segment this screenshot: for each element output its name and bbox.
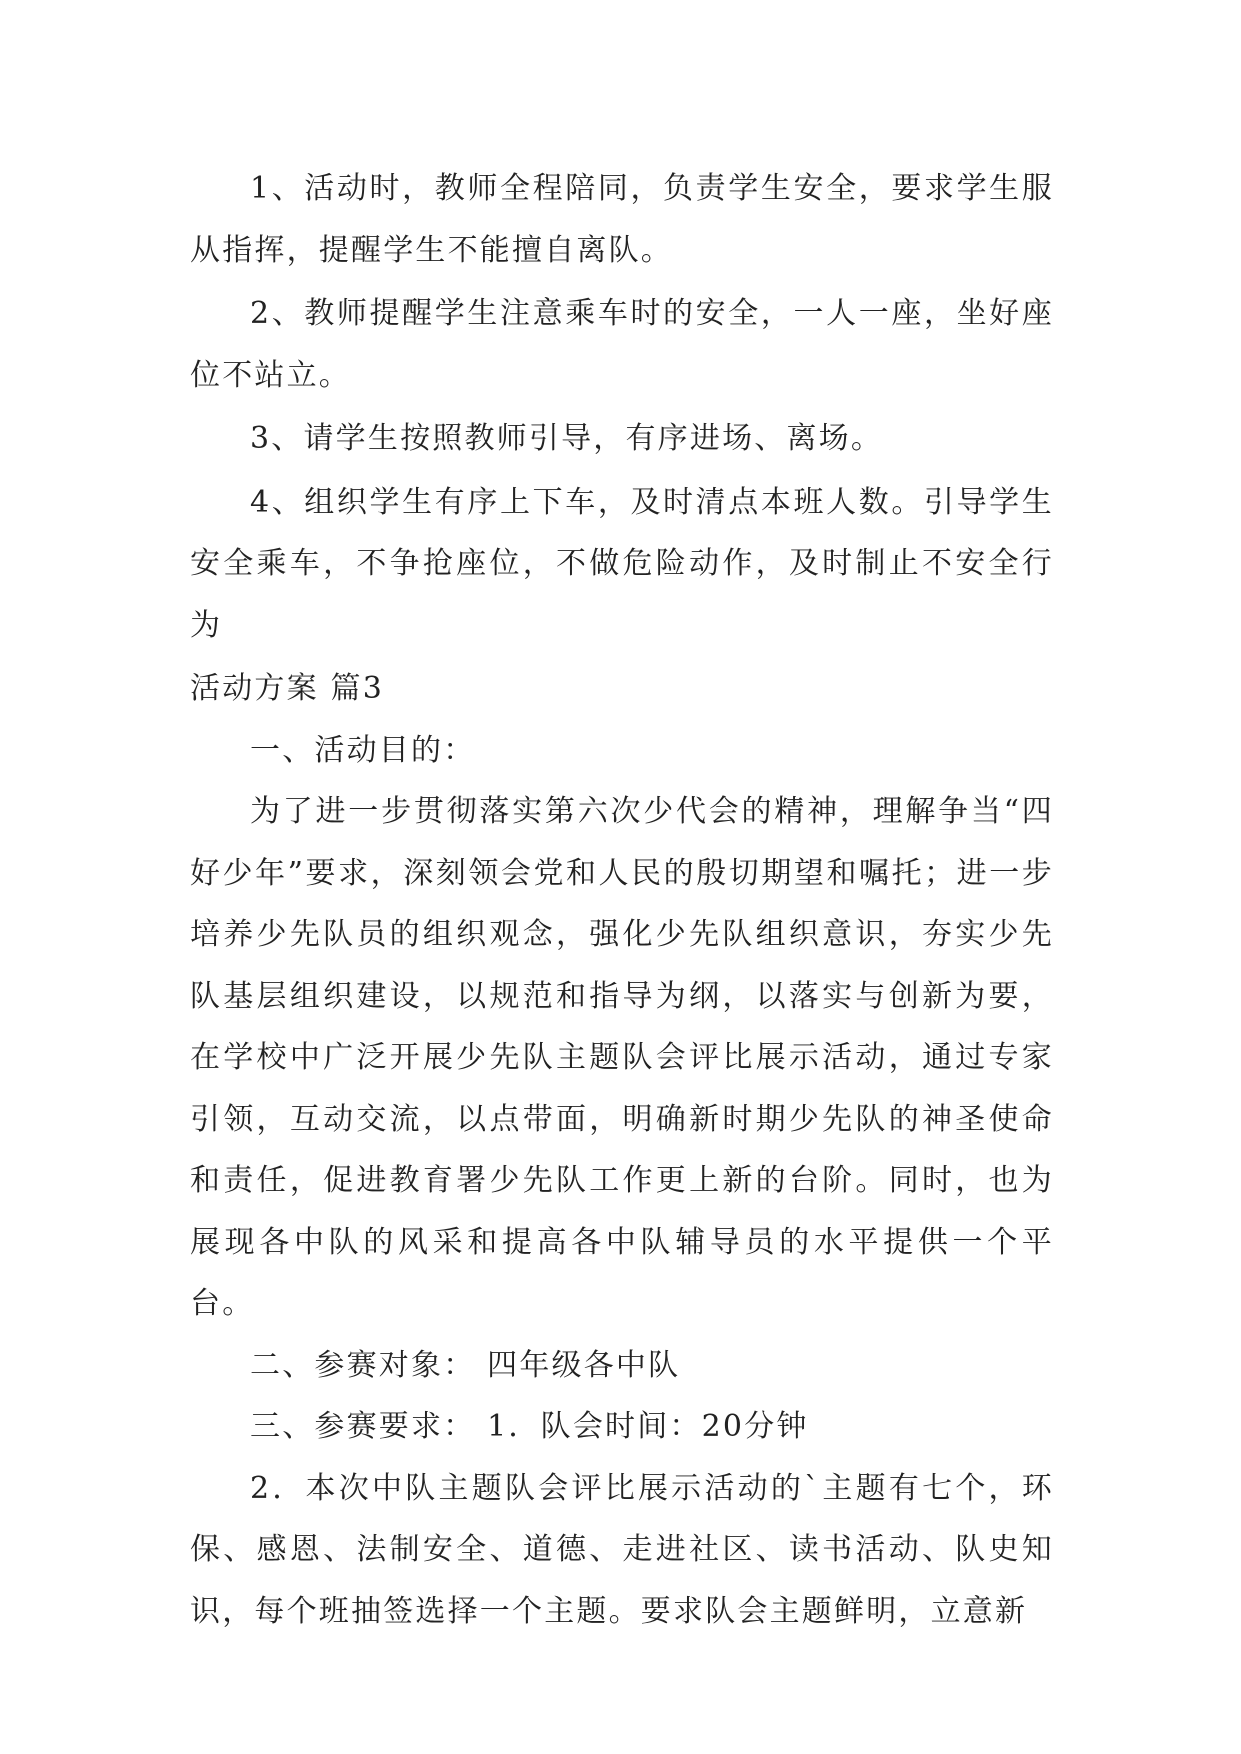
safety-item-4: 4、组织学生有序上下车，及时清点本班人数。引导学生安全乘车，不争抢座位，不做危险动作，及时制止不安全行为 — [190, 484, 1054, 643]
document-page — [190, 158, 1054, 1642]
section-item-requirements: 三、参赛要求： 1．队会时间：20分钟 — [250, 1409, 809, 1444]
safety-item-2: 2、教师提醒学生注意乘车时的安全，一人一座，坐好座位不站立。 — [190, 296, 1054, 393]
safety-item-3: 3、请学生按照教师引导，有序进场、离场。 — [250, 421, 884, 456]
section-item-purpose-body: 为了进一步贯彻落实第六次少代会的精神，理解争当“四好少年”要求，深刻领会党和人民的殷切期望和嘱托；进一步培养少先队员的组织观念，强化少先队组织意识，夯实少先队基层组织建设，以规范和指导为纲，以落实与创新为要， 在学校中广泛开展少先队主题队会评比展示活动，通过专家引领，互动交流，以点带面，明确新时期少先队的神圣使命和责任，促进教育署少先队工作更上新的台阶。同时，也为展现各中队的风采和提高各中队辅导员的水平提供一个平台。 — [190, 794, 1054, 1321]
safety-item-1: 1、活动时，教师全程陪同，负责学生安全，要求学生服从指挥，提醒学生不能擅自离队。 — [190, 171, 1054, 268]
section-item-purpose-title: 一、活动目的： — [250, 732, 476, 768]
section-item-participants: 二、参赛对象： 四年级各中队 — [250, 1347, 681, 1383]
section-heading: 活动方案 篇3 — [190, 671, 385, 706]
section-item-themes: 2．本次中队主题队会评比展示活动的`主题有七个，环保、感恩、法制安全、道德、走进社区、读书活动、队史知识，每个班抽签选择一个主题。要求队会主题鲜明，立意新 — [190, 1470, 1054, 1629]
